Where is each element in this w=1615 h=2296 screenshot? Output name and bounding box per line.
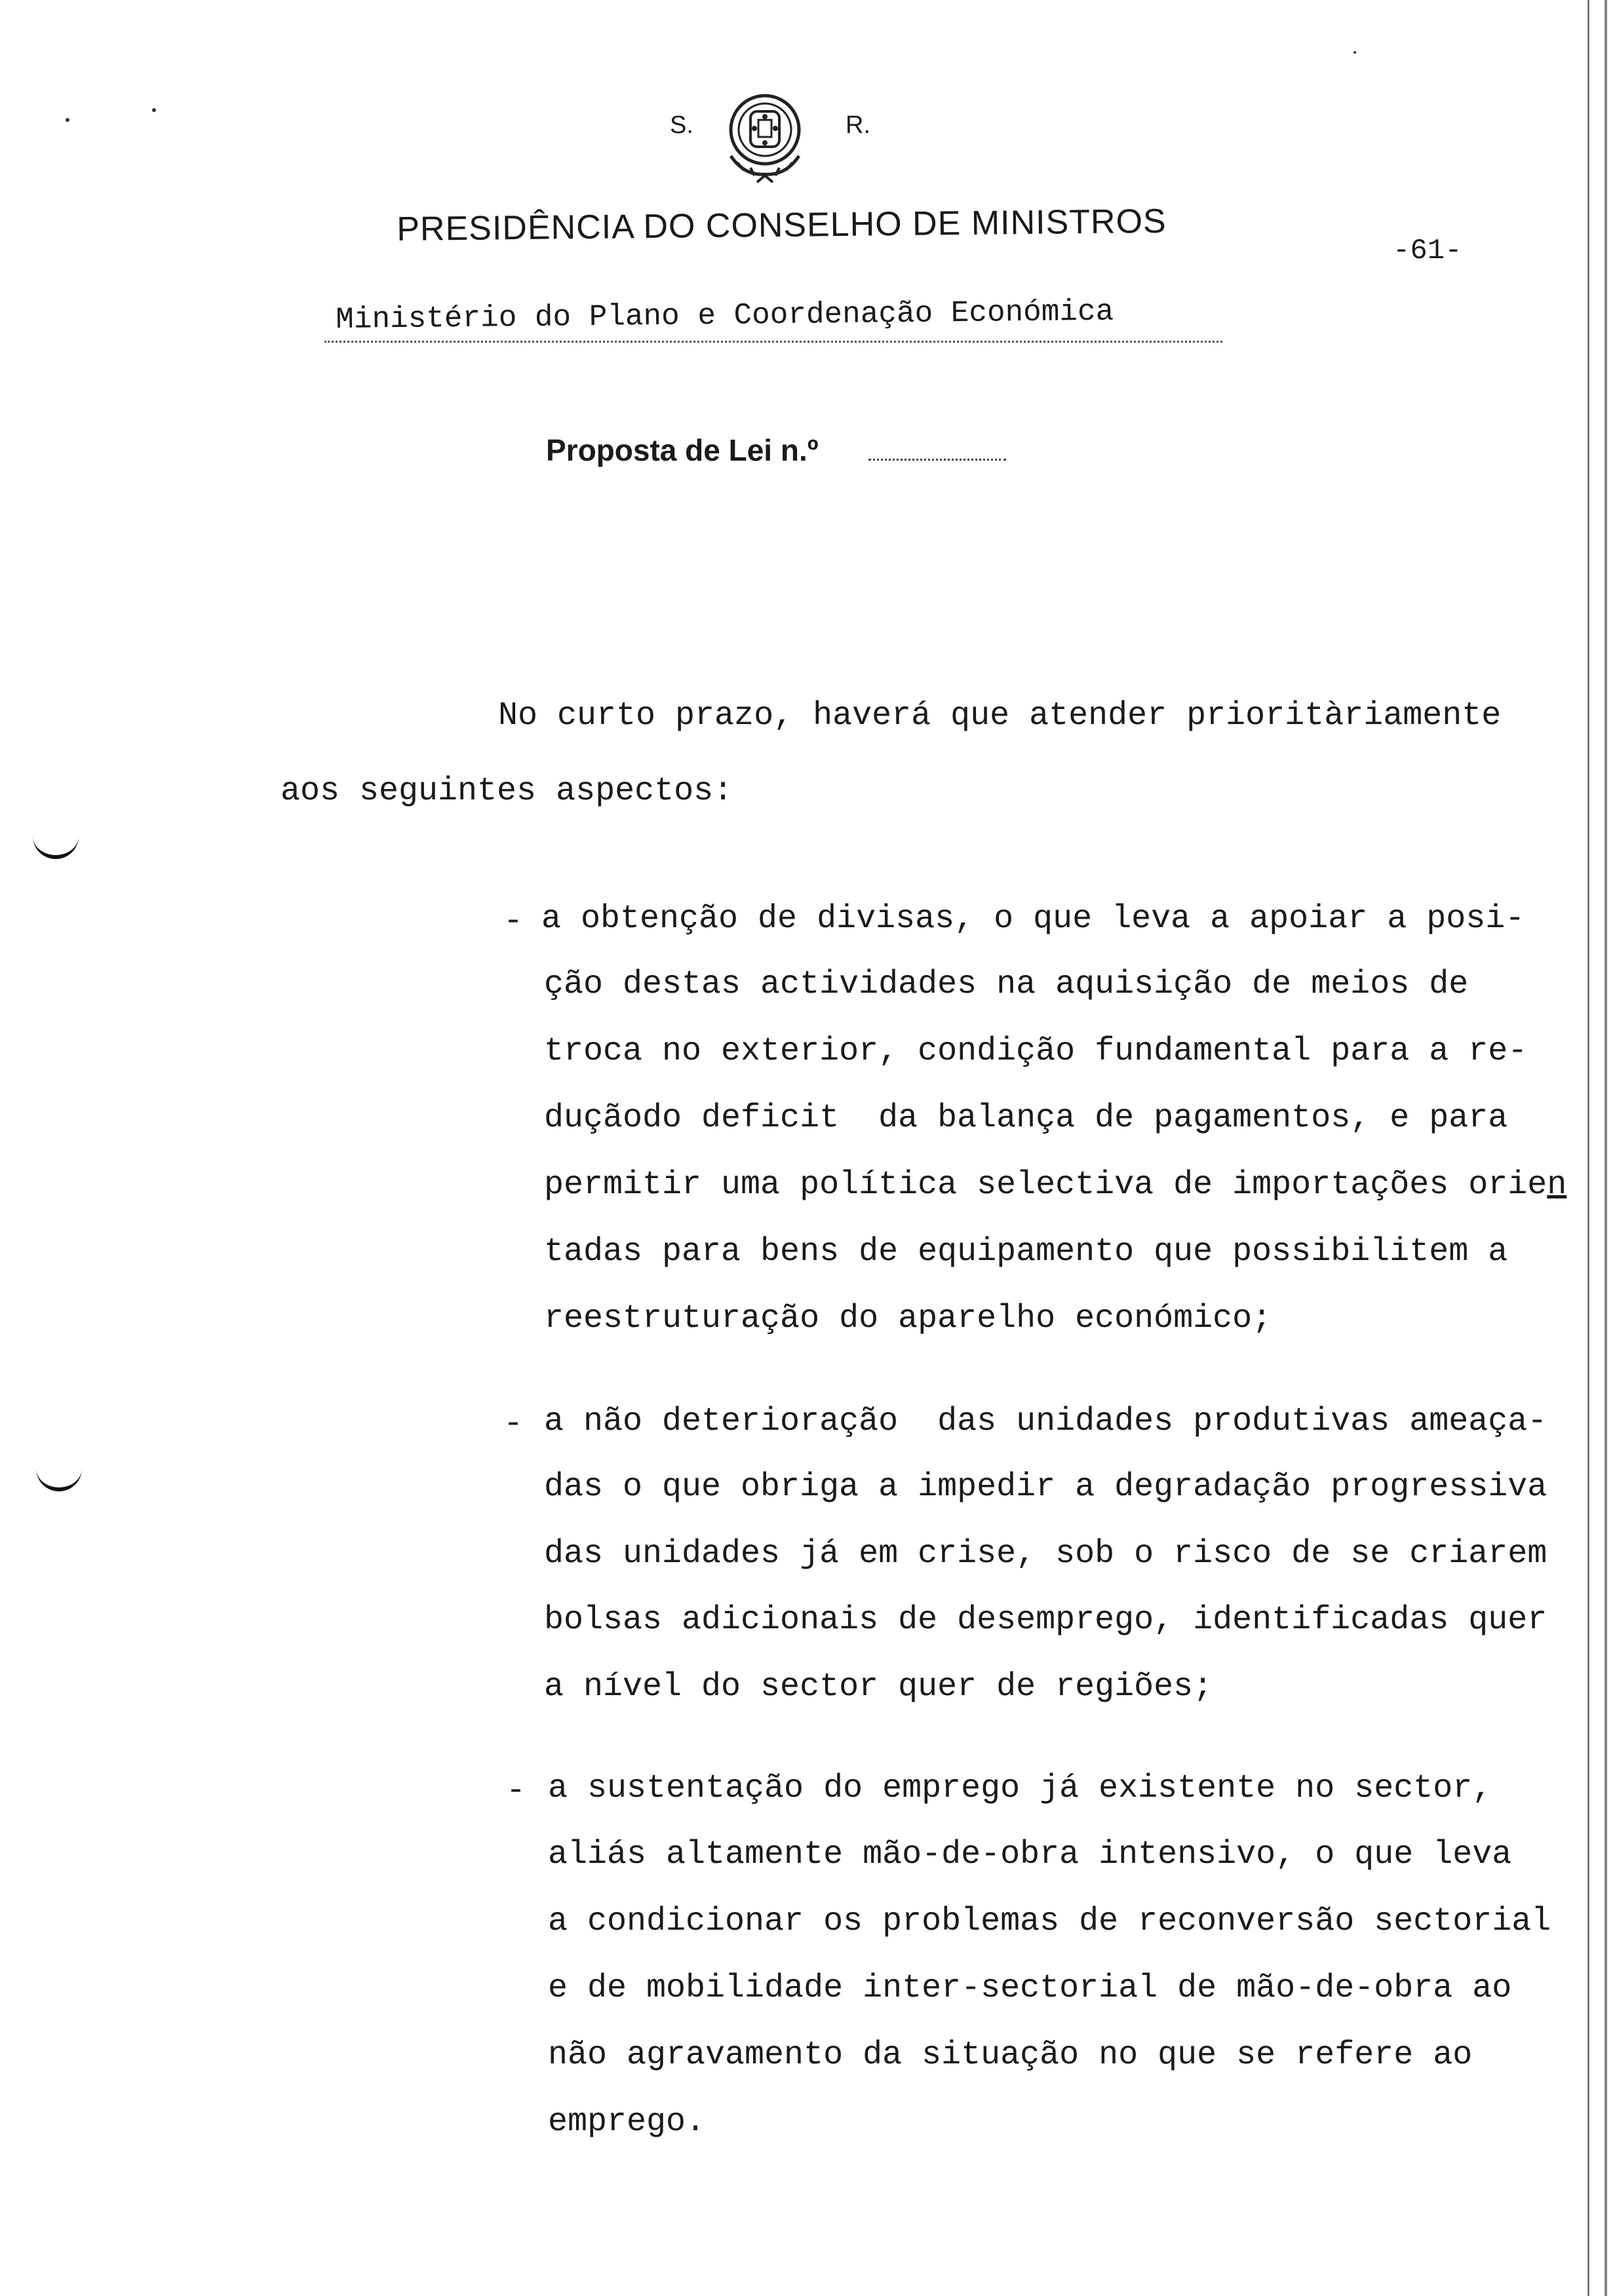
item-2-line: a não deterioração das unidades produtivas ameaça- — [544, 1403, 1547, 1440]
item-3-line: a condicionar os problemas de reconversão sectorial — [548, 1903, 1551, 1940]
page-number: -61- — [1393, 235, 1462, 267]
intro-line-2: aos seguintes aspectos: — [281, 773, 733, 810]
scan-speck — [66, 118, 69, 122]
item-2-line: bolsas adicionais de desemprego, identificadas quer — [544, 1601, 1547, 1639]
item-dash: - — [506, 1772, 526, 1810]
scan-edge-line — [1587, 0, 1589, 2296]
item-1-line: duçãodo deficit da balança de pagamentos, e para — [544, 1100, 1508, 1137]
scan-speck — [1353, 51, 1356, 54]
item-1-line: a obtenção de divisas, o que leva a apoiar a posi- — [541, 900, 1525, 938]
ministry-line: Ministério do Plano e Coordenação Económica — [336, 294, 1114, 337]
item-3-line: não agravamento da situação no que se refere ao — [548, 2037, 1473, 2074]
item-1-underlined-letter: n — [1547, 1166, 1567, 1204]
header-letter-r: R. — [846, 111, 870, 139]
item-1-line: ção destas actividades na aquisição de meios de — [544, 966, 1469, 1003]
item-2-line: das o que obriga a impedir a degradação progressiva — [544, 1468, 1547, 1506]
item-3-line: aliás altamente mão-de-obra intensivo, o que leva — [548, 1836, 1512, 1873]
header-letter-s: S. — [670, 111, 693, 139]
punch-hole-mark — [36, 1461, 82, 1491]
proposal-label: Proposta de Lei n.º — [546, 433, 819, 467]
intro-line-1: No curto prazo, haverá que atender prioritàriamente — [498, 697, 1502, 735]
item-1-line: reestruturação do aparelho económico; — [544, 1300, 1272, 1337]
item-3-line: a sustentação do emprego já existente no sector, — [548, 1770, 1492, 1807]
item-1-line: troca no exterior, condição fundamental para a re- — [544, 1033, 1528, 1070]
scan-edge-line — [1605, 0, 1607, 2296]
item-2-line: a nível do sector quer de regiões; — [544, 1668, 1213, 1706]
item-dash: - — [503, 1406, 524, 1443]
punch-hole-mark — [33, 829, 79, 859]
item-1-line — [544, 1166, 1567, 1204]
item-1-line-text: permitir uma política selectiva de importações orie — [544, 1166, 1547, 1204]
item-3-line: emprego. — [548, 2103, 706, 2141]
item-1-line: tadas para bens de equipamento que possibilitem a — [544, 1233, 1508, 1271]
ministry-dotted-rule — [324, 341, 1222, 343]
item-2-line: das unidades já em crise, sob o risco de se criarem — [544, 1535, 1547, 1573]
coat-of-arms-seal — [718, 84, 813, 189]
institution-heading: PRESIDÊNCIA DO CONSELHO DE MINISTROS — [397, 202, 1167, 248]
item-dash: - — [503, 903, 524, 940]
proposal-number-blank — [868, 459, 1006, 461]
scan-speck — [152, 108, 156, 112]
item-3-line: e de mobilidade inter-sectorial de mão-de-obra ao — [548, 1970, 1512, 2007]
